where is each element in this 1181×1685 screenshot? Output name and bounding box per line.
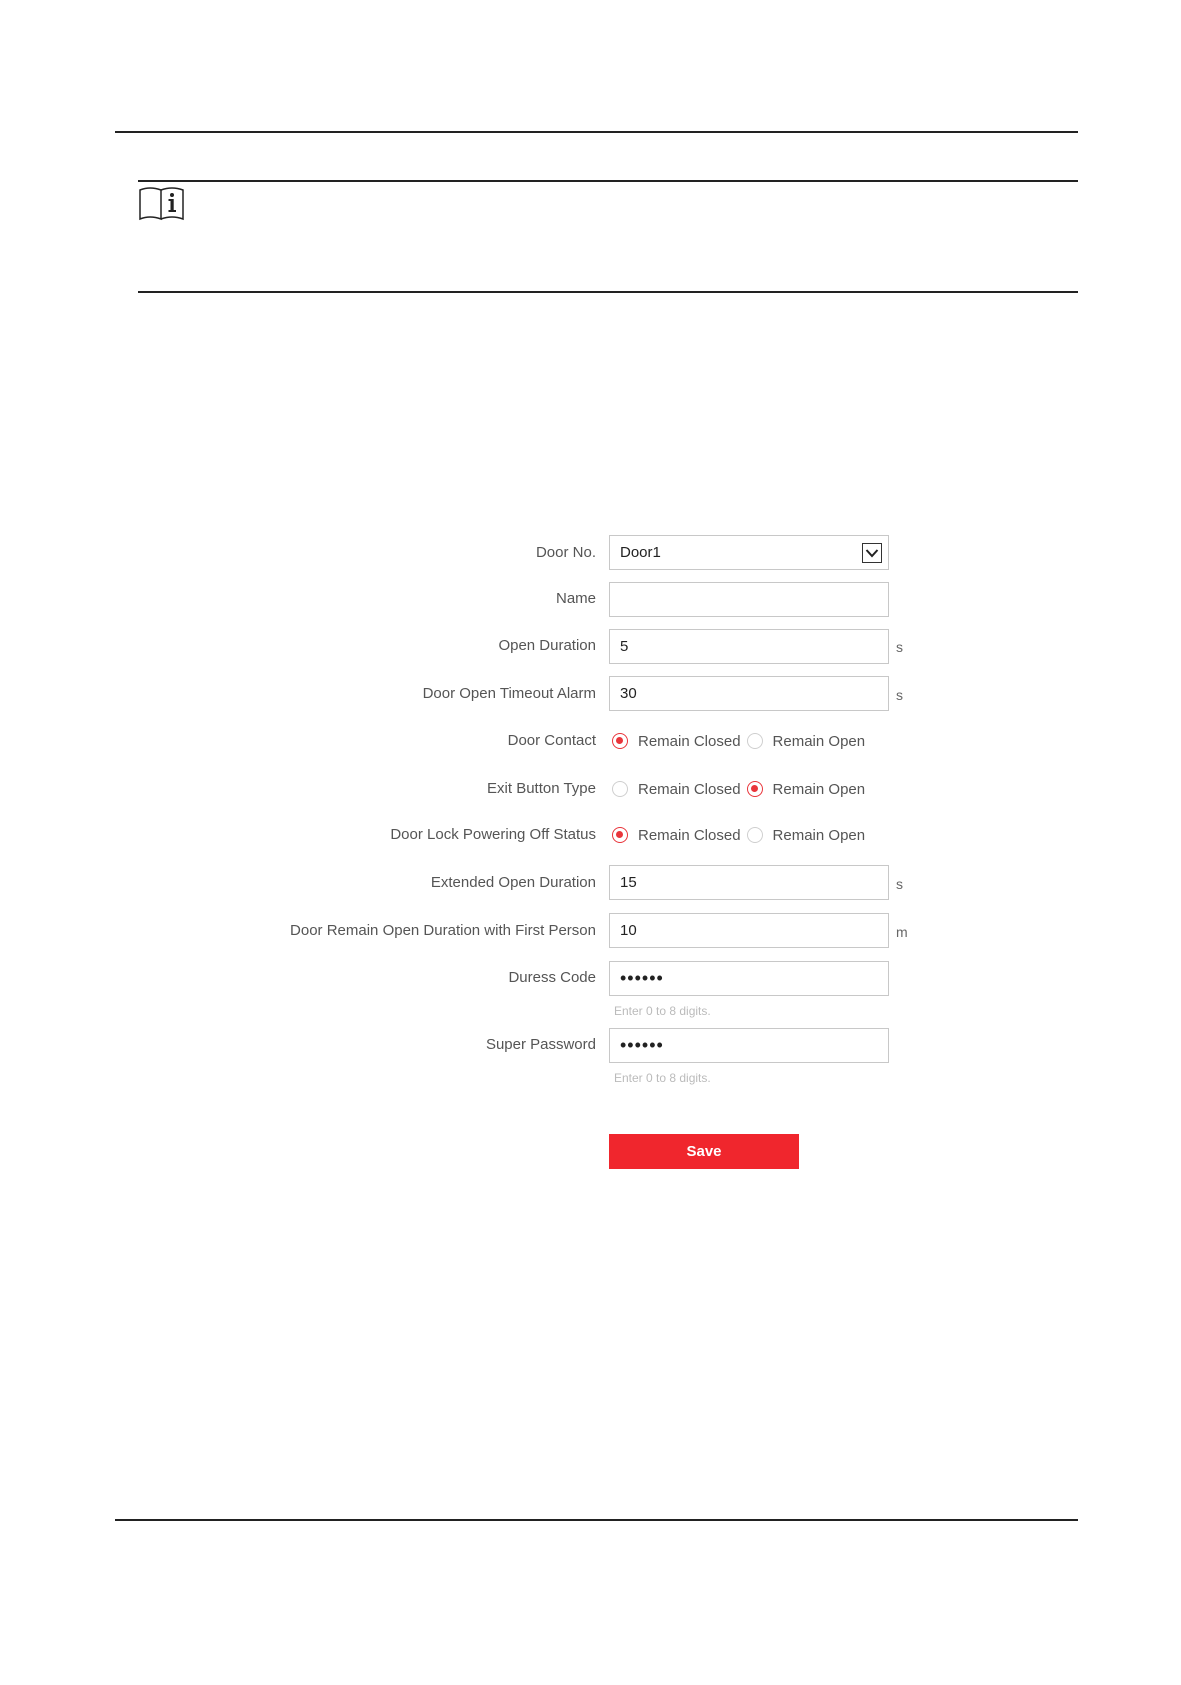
door-contact-remain-closed-option[interactable]: [612, 733, 741, 750]
door-lock-remain-closed-radio[interactable]: [612, 827, 628, 843]
door-lock-remain-open-label: Remain Open: [772, 826, 866, 844]
exit-button-type-radio-group: [612, 779, 871, 799]
door-lock-powering-off-status-label: Door Lock Powering Off Status: [390, 826, 596, 843]
open-duration-input[interactable]: [609, 629, 889, 664]
exit-button-remain-closed-option[interactable]: [612, 781, 741, 798]
door-no-label: Door No.: [535, 544, 596, 561]
exit-button-remain-open-option[interactable]: [747, 781, 866, 798]
door-remain-open-first-person-input[interactable]: [609, 913, 889, 948]
door-open-timeout-alarm-label: Door Open Timeout Alarm: [422, 685, 596, 702]
door-open-timeout-alarm-input[interactable]: [609, 676, 889, 711]
door-contact-remain-closed-label: Remain Closed: [638, 732, 741, 750]
door-lock-remain-closed-label: Remain Closed: [638, 826, 741, 844]
door-lock-remain-open-option[interactable]: [747, 827, 866, 844]
extended-open-duration-label: Extended Open Duration: [430, 874, 596, 891]
save-button[interactable]: Save: [609, 1134, 799, 1169]
door-contact-remain-open-option[interactable]: [747, 733, 866, 750]
exit-button-remain-closed-label: Remain Closed: [638, 780, 741, 798]
door-lock-powering-off-radio-group: [612, 825, 871, 845]
door-remain-open-first-person-unit: m: [896, 924, 908, 940]
door-contact-remain-open-label: Remain Open: [772, 732, 866, 750]
duress-code-hint: Enter 0 to 8 digits.: [614, 1004, 711, 1018]
door-contact-remain-open-radio[interactable]: [747, 733, 763, 749]
extended-open-duration-unit: s: [896, 876, 903, 892]
door-lock-remain-open-radio[interactable]: [747, 827, 763, 843]
super-password-hint: Enter 0 to 8 digits.: [614, 1071, 711, 1085]
door-open-timeout-alarm-unit: s: [896, 687, 903, 703]
extended-open-duration-input[interactable]: [609, 865, 889, 900]
super-password-label: Super Password: [485, 1036, 596, 1053]
super-password-input[interactable]: [609, 1028, 889, 1063]
door-no-selected: Door1: [620, 544, 661, 561]
door-contact-label: Door Contact: [507, 732, 596, 749]
door-lock-remain-closed-option[interactable]: [612, 827, 741, 844]
exit-button-remain-open-label: Remain Open: [772, 780, 866, 798]
name-label: Name: [555, 590, 596, 607]
duress-code-input[interactable]: [609, 961, 889, 996]
open-duration-label: Open Duration: [498, 637, 596, 654]
door-contact-radio-group: [612, 731, 871, 751]
door-contact-remain-closed-radio[interactable]: [612, 733, 628, 749]
duress-code-label: Duress Code: [508, 969, 596, 986]
page-header-rule: [115, 131, 1078, 133]
name-input[interactable]: [609, 582, 889, 617]
note-bottom-rule: [138, 291, 1078, 293]
door-no-select[interactable]: [609, 535, 889, 570]
exit-button-remain-closed-radio[interactable]: [612, 781, 628, 797]
page-footer-rule: [115, 1519, 1078, 1521]
chevron-down-icon[interactable]: [862, 543, 882, 563]
note-top-rule: [138, 180, 1078, 182]
exit-button-type-label: Exit Button Type: [487, 780, 596, 797]
open-duration-unit: s: [896, 639, 903, 655]
door-remain-open-first-person-label: Door Remain Open Duration with First Person: [290, 922, 596, 939]
exit-button-remain-open-radio[interactable]: [747, 781, 763, 797]
info-book-icon: [138, 186, 186, 222]
